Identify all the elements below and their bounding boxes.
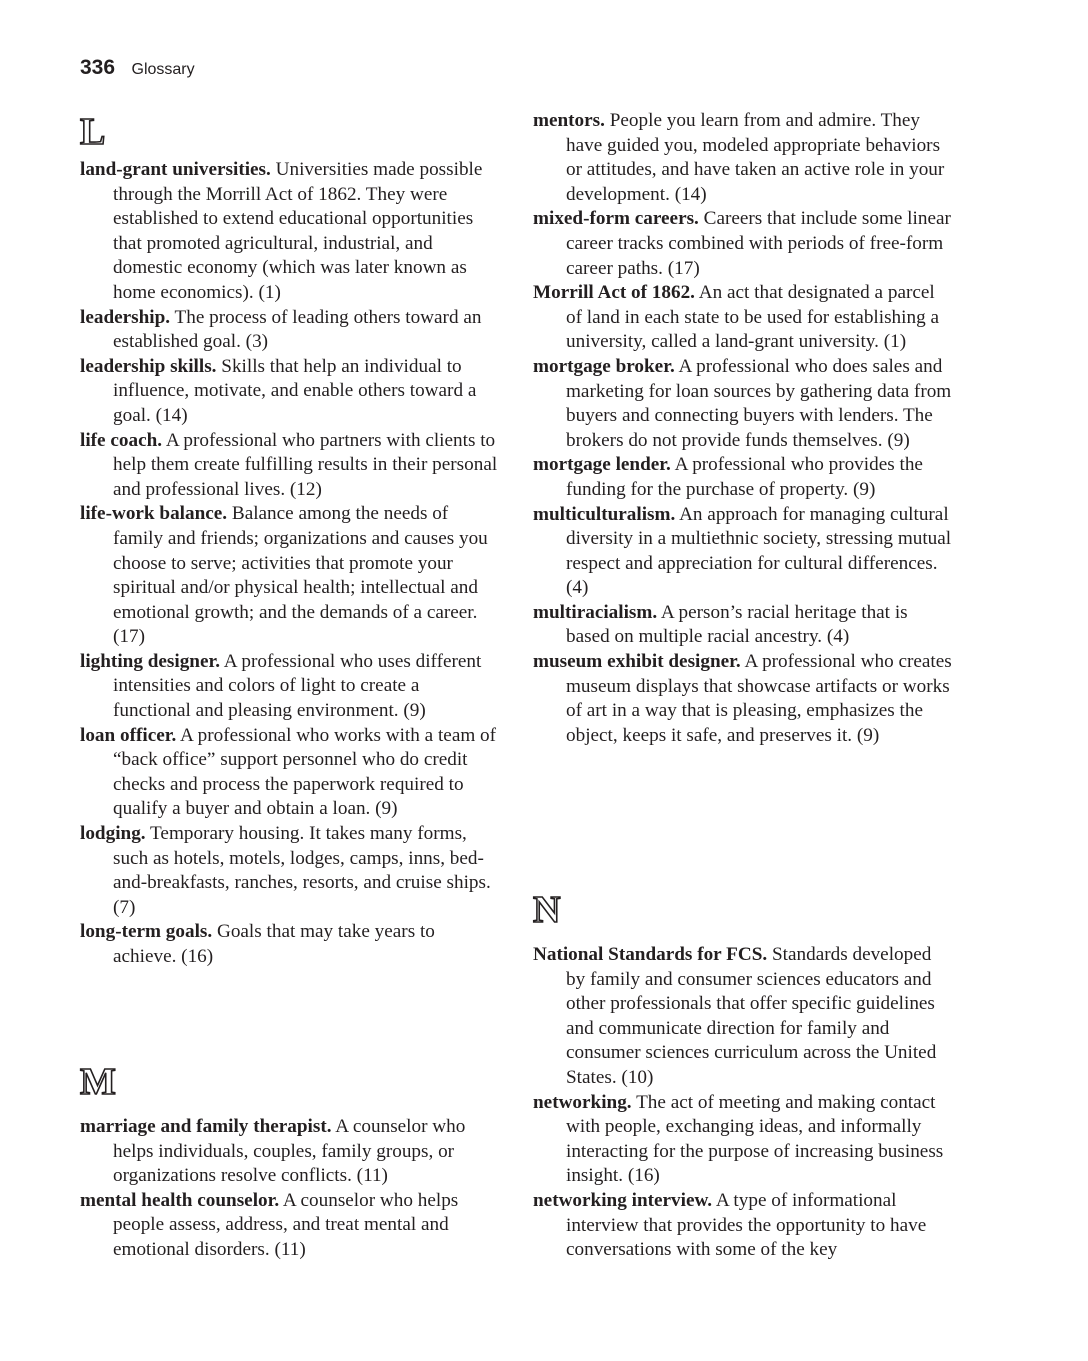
glossary-term: mixed-form careers. (533, 208, 699, 230)
glossary-term: National Standards for FCS. (533, 944, 768, 965)
glossary-entry (80, 650, 498, 724)
glossary-entry (533, 943, 955, 1091)
section-M (80, 1062, 498, 1263)
glossary-entry (80, 1115, 498, 1189)
glossary-term: networking. (533, 1091, 632, 1113)
glossary-definition: A professional who provides the funding for the purchase of property. (9) (566, 454, 923, 500)
glossary-entry (533, 601, 955, 650)
glossary-term: life-work balance. (80, 503, 228, 525)
glossary-entry (80, 502, 498, 650)
glossary-term: mortgage lender. (533, 454, 671, 476)
glossary-definition: Universities made possible through the Morrill Act of 1862. They were established to extend educational opportunities that promoted agricultural, industrial, and domestic economy (which was later known as home economics). (1) (113, 159, 483, 303)
glossary-entry (80, 355, 498, 429)
glossary-entry (533, 109, 955, 207)
glossary-definition: The act of meeting and making contact with people, exchanging ideas, and informally interacting for the purpose of increasing business insight. (16) (566, 1091, 944, 1187)
glossary-entry (533, 281, 955, 355)
glossary-definition: A person’s racial heritage that is based on multiple racial ancestry. (4) (566, 601, 908, 648)
glossary-definition: Careers that include some linear career tracks combined with periods of free-form career paths. (17) (566, 208, 951, 279)
glossary-definition: A professional who uses different intensities and colors of light to create a functional and pleasing environment. (9) (113, 650, 482, 722)
glossary-entry (80, 822, 498, 920)
glossary-term: lodging. (80, 823, 146, 845)
glossary-term: Morrill Act of 1862. (533, 282, 695, 304)
page-header (80, 56, 195, 80)
glossary-definition: Temporary housing. It takes many forms, such as hotels, motels, lodges, camps, inns, bed-and-breakfasts, ranches, resorts, and cruise ships. (7) (113, 823, 491, 918)
glossary-term: mentors. (533, 110, 605, 131)
glossary-entry (533, 650, 955, 748)
glossary-term: leadership. (80, 306, 171, 328)
glossary-term: life coach. (80, 429, 163, 451)
section-N (533, 890, 955, 1263)
section-L (80, 112, 498, 970)
glossary-definition: A professional who creates museum displays that showcase artifacts or works of art in a way that is pleasing, emphasizes the object, keeps it safe, and preserves it. (9) (566, 651, 952, 746)
glossary-entry (533, 453, 955, 502)
glossary-term: mental health counselor. (80, 1189, 280, 1211)
glossary-definition: People you learn from and admire. They have guided you, modeled appropriate behaviors or attitudes, and have taken an active role in your development. (14) (566, 110, 945, 205)
glossary-definition: An approach for managing cultural diversity in a multiethnic society, stressing mutual respect and appreciation for cultural differences. (4) (566, 503, 952, 599)
running-title: Glossary (131, 61, 195, 78)
section-M-continued (533, 109, 955, 748)
glossary-definition: Goals that may take years to achieve. (16) (113, 921, 435, 967)
glossary-entry (80, 920, 498, 969)
glossary-definition: Standards developed by family and consumer sciences educators and other professionals that offer specific guidelines and communicate direction for family and consumer sciences curriculum across the United States. (10) (566, 944, 937, 1088)
glossary-entry (80, 429, 498, 503)
glossary-definition: A professional who partners with clients to help them create fulfilling results in their personal and professional lives. (12) (113, 429, 498, 500)
glossary-entry (533, 207, 955, 281)
glossary-entry (80, 306, 498, 355)
glossary-term: museum exhibit designer. (533, 651, 741, 673)
glossary-entry (533, 355, 955, 453)
glossary-term: networking interview. (533, 1189, 713, 1211)
glossary-definition: A counselor who helps people assess, address, and treat mental and emotional disorders. (11) (113, 1189, 459, 1260)
glossary-term: lighting designer. (80, 650, 221, 672)
glossary-entry (80, 724, 498, 822)
glossary-definition: A type of informational interview that provides the opportunity to have conversations with some of the key (566, 1189, 927, 1261)
glossary-term: marriage and family therapist. (80, 1116, 332, 1137)
glossary-definition: A professional who works with a team of “back office” support personnel who do credit checks and process the paperwork required to qualify a buyer and obtain a loan. (9) (113, 724, 497, 820)
glossary-definition: A professional who does sales and marketing for loan sources by gathering data from buyers and connecting buyers with lenders. The brokers do not provide funds themselves. (9) (566, 355, 952, 451)
glossary-entry (533, 503, 955, 601)
glossary-term: land-grant universities. (80, 159, 271, 180)
glossary-definition: Skills that help an individual to influence, motivate, and enable others toward a goal. (14) (113, 355, 477, 426)
page-number: 336 (80, 56, 116, 79)
glossary-term: leadership skills. (80, 355, 217, 377)
glossary-definition: An act that designated a parcel of land in each state to be used for establishing a university, called a land-grant university. (1) (566, 282, 939, 353)
section-letter: M (80, 1061, 116, 1103)
section-letter: L (80, 111, 106, 153)
glossary-definition: A counselor who helps individuals, couples, family groups, or organizations resolve conflicts. (11) (113, 1116, 466, 1187)
glossary-definition: The process of leading others toward an established goal. (3) (113, 306, 482, 353)
glossary-entry (533, 1091, 955, 1189)
glossary-entry (533, 1189, 955, 1263)
glossary-term: multiracialism. (533, 601, 658, 623)
glossary-entry (80, 158, 498, 306)
glossary-term: mortgage broker. (533, 355, 675, 377)
glossary-term: multiculturalism. (533, 503, 676, 525)
glossary-term: long-term goals. (80, 921, 213, 943)
glossary-definition: Balance among the needs of family and friends; organizations and causes you choose to serve; activities that promote your spiritual and/or physical health; intellectual and emotional growth; and the demands of a career. (17) (113, 503, 488, 648)
glossary-entry (80, 1189, 498, 1263)
section-letter: N (533, 889, 561, 931)
glossary-term: loan officer. (80, 724, 177, 746)
